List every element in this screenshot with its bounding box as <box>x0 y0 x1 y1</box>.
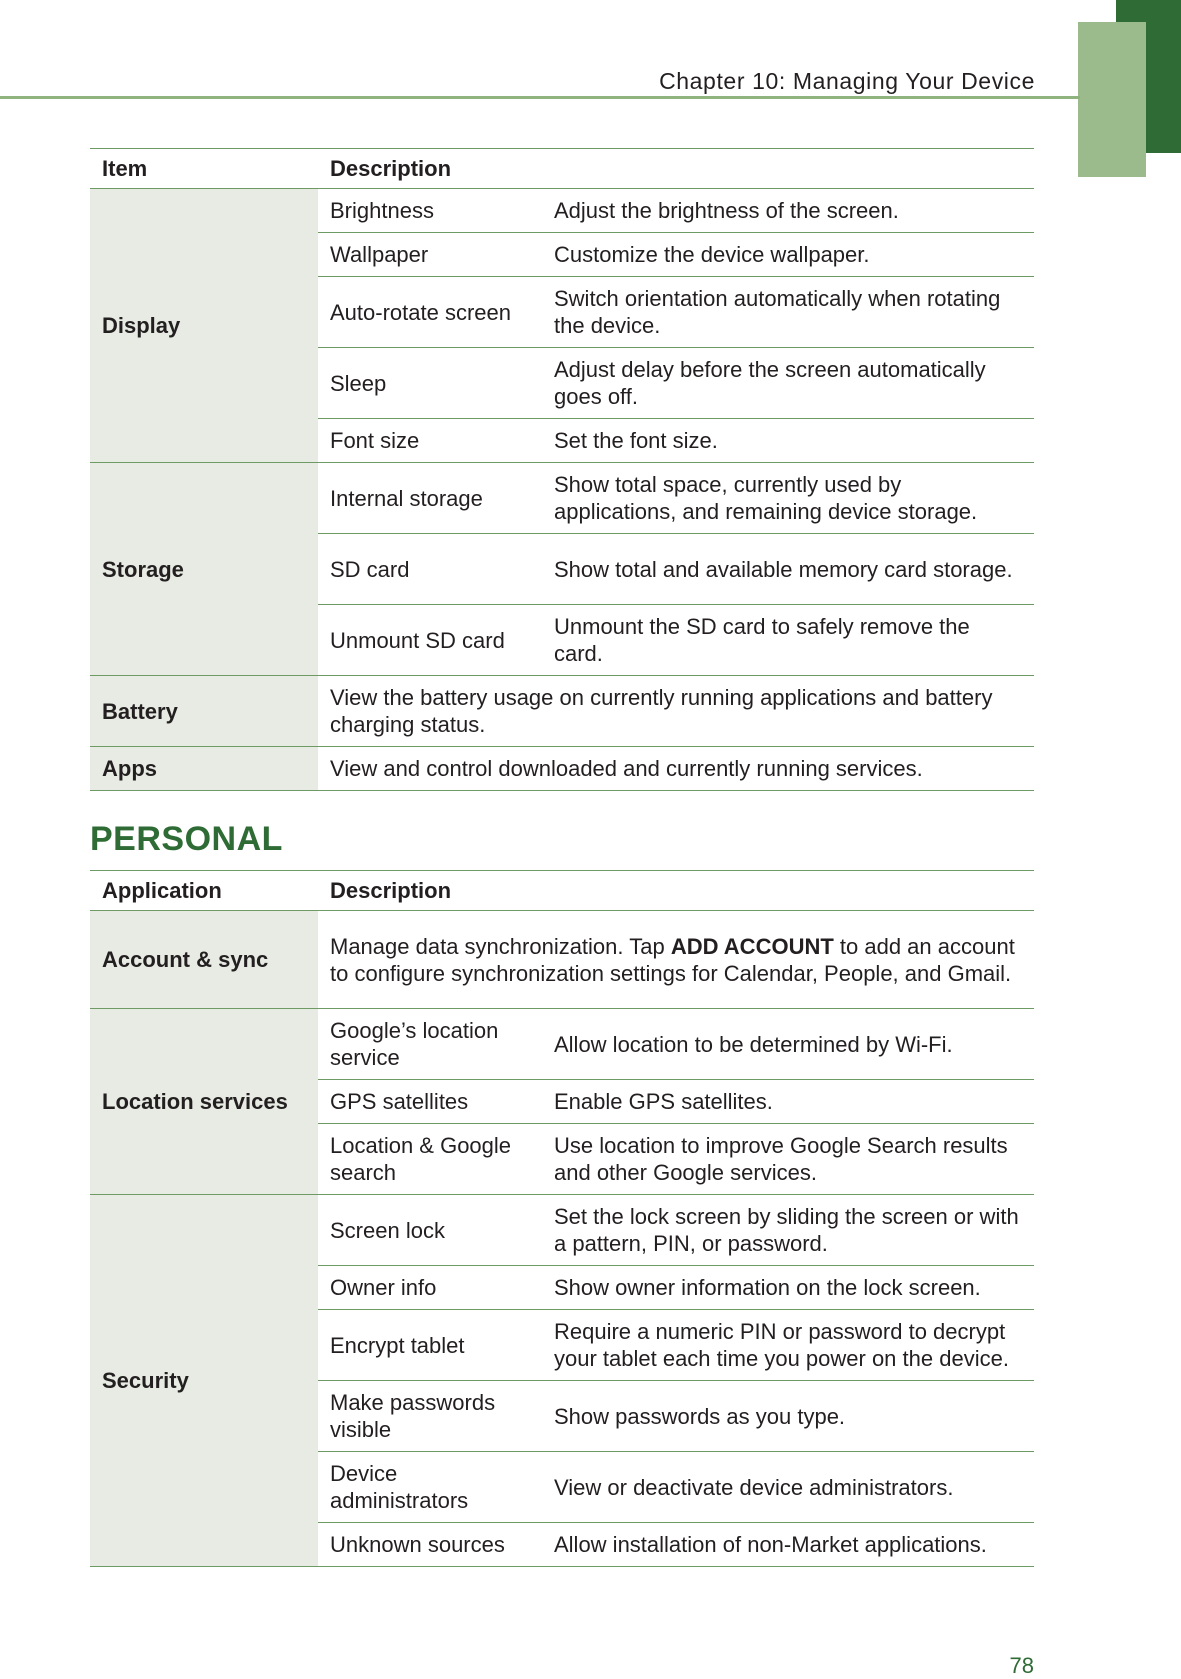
description-text: Manage data synchronization. Tap <box>330 933 671 959</box>
chapter-tab-light <box>1078 22 1146 177</box>
setting-name: Encrypt tablet <box>318 1310 542 1381</box>
setting-description: View or deactivate device administrators. <box>542 1452 1034 1523</box>
setting-description <box>318 911 1034 1009</box>
table-row <box>90 1195 1034 1266</box>
setting-description: View and control downloaded and currently running services. <box>318 747 1034 791</box>
setting-description: Set the font size. <box>542 419 1034 463</box>
column-header-application: Application <box>90 871 318 911</box>
setting-description: Customize the device wallpaper. <box>542 233 1034 277</box>
category-apps: Apps <box>90 747 318 791</box>
setting-description: Switch orientation automatically when rotating the device. <box>542 277 1034 348</box>
setting-description: Adjust the brightness of the screen. <box>542 189 1034 233</box>
setting-name: Wallpaper <box>318 233 542 277</box>
setting-description: Set the lock screen by sliding the screen or with a pattern, PIN, or password. <box>542 1195 1034 1266</box>
table-row <box>90 676 1034 747</box>
category-account-sync: Account & sync <box>90 911 318 1009</box>
setting-name: SD card <box>318 534 542 605</box>
setting-description: View the battery usage on currently running applications and battery charging status. <box>318 676 1034 747</box>
description-text: to add an account to configure synchronization settings for Calendar, People, and Gmail. <box>330 933 1015 986</box>
page-number: 78 <box>1009 1653 1034 1678</box>
column-header-item: Item <box>90 149 318 189</box>
setting-name: Make passwords visible <box>318 1381 542 1452</box>
add-account-term: ADD ACCOUNT <box>670 933 834 959</box>
category-location-services: Location services <box>90 1009 318 1195</box>
table-header-row <box>90 871 1034 911</box>
setting-name: GPS satellites <box>318 1080 542 1124</box>
setting-name: Auto-rotate screen <box>318 277 542 348</box>
category-display: Display <box>90 189 318 463</box>
setting-name: Unmount SD card <box>318 605 542 676</box>
setting-description: Show owner information on the lock screen. <box>542 1266 1034 1310</box>
setting-description: Show total space, currently used by applications, and remaining device storage. <box>542 463 1034 534</box>
setting-name: Sleep <box>318 348 542 419</box>
setting-name: Device administrators <box>318 1452 542 1523</box>
table-row <box>90 1009 1034 1080</box>
setting-description: Unmount the SD card to safely remove the card. <box>542 605 1034 676</box>
setting-description: Allow location to be determined by Wi-Fi. <box>542 1009 1034 1080</box>
setting-description: Enable GPS satellites. <box>542 1080 1034 1124</box>
category-security: Security <box>90 1195 318 1567</box>
setting-description: Allow installation of non-Market applications. <box>542 1523 1034 1567</box>
setting-description: Show total and available memory card storage. <box>542 534 1034 605</box>
table-row <box>90 463 1034 534</box>
setting-name: Brightness <box>318 189 542 233</box>
category-battery: Battery <box>90 676 318 747</box>
setting-name: Location & Google search <box>318 1124 542 1195</box>
setting-description: Require a numeric PIN or password to decrypt your tablet each time you power on the device. <box>542 1310 1034 1381</box>
setting-description: Show passwords as you type. <box>542 1381 1034 1452</box>
category-storage: Storage <box>90 463 318 676</box>
section-heading-personal: PERSONAL <box>90 820 283 858</box>
setting-description: Use location to improve Google Search results and other Google services. <box>542 1124 1034 1195</box>
table-row <box>90 747 1034 791</box>
settings-table-device <box>90 148 1034 791</box>
setting-name: Owner info <box>318 1266 542 1310</box>
setting-name: Screen lock <box>318 1195 542 1266</box>
table-header-row <box>90 149 1034 189</box>
table-row <box>90 911 1034 1009</box>
chapter-title: Chapter 10: Managing Your Device <box>659 68 1035 94</box>
setting-description: Adjust delay before the screen automatically goes off. <box>542 348 1034 419</box>
setting-name: Font size <box>318 419 542 463</box>
settings-table-personal <box>90 870 1034 1567</box>
header-rule <box>0 96 1080 99</box>
table-row <box>90 189 1034 233</box>
column-header-description: Description <box>318 871 1034 911</box>
column-header-description: Description <box>318 149 1034 189</box>
setting-name: Google’s location service <box>318 1009 542 1080</box>
setting-name: Internal storage <box>318 463 542 534</box>
setting-name: Unknown sources <box>318 1523 542 1567</box>
